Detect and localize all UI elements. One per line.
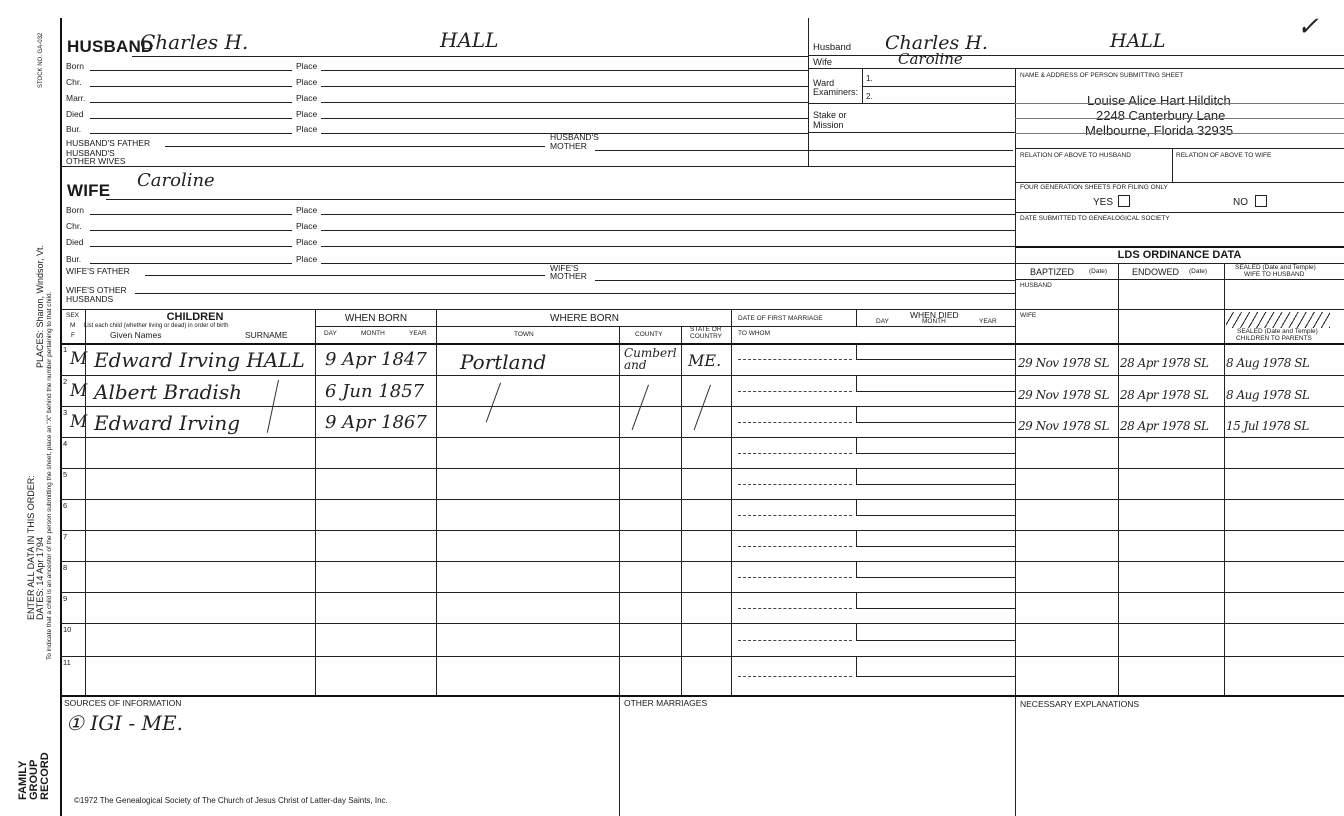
husband-place-label: Place bbox=[296, 93, 318, 103]
child-sex: M bbox=[70, 349, 88, 369]
baptized-label: BAPTIZED bbox=[1030, 267, 1075, 277]
right-wife-given: Caroline bbox=[898, 50, 963, 68]
born-year-header: YEAR bbox=[409, 330, 427, 337]
lds-husband-row: HUSBAND bbox=[1020, 282, 1052, 289]
child-number: 6 bbox=[63, 501, 68, 510]
husband-father-label: HUSBAND'S FATHER bbox=[66, 138, 151, 148]
right-husband-surname: HALL bbox=[1110, 30, 1166, 52]
county-header: COUNTY bbox=[635, 331, 663, 338]
child-number: 11 bbox=[63, 658, 71, 667]
born-day-header: DAY bbox=[324, 330, 337, 337]
sealed-wife-label-1: SEALED (Date and Temple) bbox=[1235, 264, 1316, 271]
husband-place-label: Place bbox=[296, 109, 318, 119]
child-birth-date: 9 Apr 1847 bbox=[325, 349, 427, 370]
child-baptized: 29 Nov 1978 SL bbox=[1018, 356, 1109, 370]
submitter-heading: NAME & ADDRESS OF PERSON SUBMITTING SHEET bbox=[1020, 72, 1184, 79]
child-sealed: 15 Jul 1978 SL bbox=[1226, 419, 1309, 433]
town-header: TOWN bbox=[514, 331, 534, 338]
sealed-children-label-2: CHILDREN TO PARENTS bbox=[1236, 335, 1312, 342]
form-title-3: RECORD bbox=[39, 752, 51, 800]
child-name: Edward Irving HALL bbox=[94, 348, 305, 372]
husband-place-label: Place bbox=[296, 61, 318, 71]
sealed-hatch bbox=[1226, 312, 1330, 328]
wife-row-label: Died bbox=[66, 237, 84, 247]
endowed-label: ENDOWED bbox=[1132, 267, 1179, 277]
baptized-note: (Date) bbox=[1089, 268, 1108, 275]
ditto-mark bbox=[694, 385, 712, 431]
wife-row-label: Chr. bbox=[66, 221, 82, 231]
born-month-header: MONTH bbox=[361, 330, 385, 337]
when-died-header: WHEN DIED bbox=[910, 310, 959, 320]
submitter-street: 2248 Canterbury Lane bbox=[1096, 108, 1226, 123]
child-endowed: 28 Apr 1978 SL bbox=[1120, 388, 1209, 402]
side-instruction-ancestor: To indicate that a child is an ancestor of the person submitting the sheet, place an "X" behind the number pertaining to that child. bbox=[46, 291, 53, 660]
child-birth-county: Cumberland bbox=[624, 346, 677, 372]
submitter-name: Louise Alice Hart Hilditch bbox=[1087, 93, 1231, 108]
child-number: 3 bbox=[63, 408, 68, 417]
child-birth-date: 6 Jun 1857 bbox=[325, 381, 425, 402]
husband-other-wives-label-1: HUSBAND'S bbox=[66, 148, 115, 158]
husband-place-label: Place bbox=[296, 77, 318, 87]
right-husband-given: Charles H. bbox=[885, 32, 988, 54]
wife-other-husbands-label-2: HUSBANDS bbox=[66, 294, 114, 304]
child-number: 4 bbox=[63, 439, 68, 448]
lds-wife-row: WIFE bbox=[1020, 312, 1037, 319]
child-endowed: 28 Apr 1978 SL bbox=[1120, 419, 1209, 433]
child-baptized: 29 Nov 1978 SL bbox=[1018, 388, 1109, 402]
wife-place-label: Place bbox=[296, 205, 318, 215]
wife-other-husbands-label-1: WIFE'S OTHER bbox=[66, 285, 127, 295]
form-title-2: GROUP bbox=[28, 759, 40, 800]
mission-label: Mission bbox=[813, 120, 844, 130]
relation-husband-label: RELATION OF ABOVE TO HUSBAND bbox=[1020, 152, 1131, 159]
explanations-label: NECESSARY EXPLANATIONS bbox=[1020, 699, 1140, 709]
when-born-header: WHEN BORN bbox=[344, 313, 408, 324]
child-number: 8 bbox=[63, 563, 68, 572]
child-name: Edward Irving bbox=[94, 411, 241, 435]
wife-mother-label-2: MOTHER bbox=[550, 271, 587, 281]
given-names-header: Given Names bbox=[110, 330, 162, 340]
wife-heading: WIFE bbox=[67, 181, 111, 200]
husband-mother-label-1: HUSBAND'S bbox=[550, 132, 599, 142]
no-checkbox[interactable] bbox=[1255, 195, 1267, 207]
wife-row-label: Born bbox=[66, 205, 84, 215]
side-instruction-order: ENTER ALL DATA IN THIS ORDER: bbox=[26, 475, 36, 620]
child-sex: M bbox=[70, 412, 88, 432]
copyright: ©1972 The Genealogical Society of The Church of Jesus Christ of Latter-day Saints, Inc. bbox=[74, 796, 388, 805]
husband-row-label: Marr. bbox=[66, 93, 86, 103]
no-label: NO bbox=[1233, 197, 1248, 208]
relation-wife-label: RELATION OF ABOVE TO WIFE bbox=[1176, 152, 1272, 159]
ward-examiner-1: 1. bbox=[866, 74, 873, 83]
child-number: 10 bbox=[63, 625, 72, 634]
died-month-header: MONTH bbox=[922, 318, 946, 325]
husband-surname: HALL bbox=[440, 28, 499, 52]
surname-header: SURNAME bbox=[245, 330, 288, 340]
where-born-header: WHERE BORN bbox=[550, 313, 619, 324]
sex-f-label: F bbox=[71, 332, 75, 339]
check-mark: ✓ bbox=[1297, 12, 1319, 42]
sex-label: SEX bbox=[66, 312, 80, 319]
died-day-header: DAY bbox=[876, 318, 889, 325]
ward-label: Ward bbox=[813, 78, 835, 88]
child-birth-date: 9 Apr 1867 bbox=[325, 412, 427, 433]
wife-place-label: Place bbox=[296, 254, 318, 264]
husband-heading: HUSBAND bbox=[67, 37, 154, 56]
child-birth-state: ME. bbox=[688, 351, 722, 370]
right-wife-label: Wife bbox=[813, 57, 832, 68]
yes-label: YES bbox=[1093, 197, 1114, 208]
yes-checkbox[interactable] bbox=[1118, 195, 1130, 207]
sealed-wife-label-2: WIFE TO HUSBAND bbox=[1244, 271, 1305, 278]
husband-given-name: Charles H. bbox=[140, 30, 249, 54]
lds-heading: LDS ORDINANCE DATA bbox=[1117, 249, 1242, 261]
stake-label: Stake or bbox=[813, 110, 847, 120]
husband-row-label: Born bbox=[66, 61, 84, 71]
divider-header bbox=[808, 18, 809, 166]
four-gen-label: FOUR GENERATION SHEETS FOR FILING ONLY bbox=[1020, 184, 1168, 191]
husband-mother-label-2: MOTHER bbox=[550, 141, 587, 151]
wife-mother-label-1: WIFE'S bbox=[550, 263, 579, 273]
wife-given-name: Caroline bbox=[137, 170, 215, 191]
child-endowed: 28 Apr 1978 SL bbox=[1120, 356, 1209, 370]
submitter-city: Melbourne, Florida 32935 bbox=[1085, 123, 1234, 138]
sources-label: SOURCES OF INFORMATION bbox=[64, 698, 182, 708]
right-husband-label: Husband bbox=[813, 42, 852, 53]
child-number: 2 bbox=[63, 377, 68, 386]
child-number: 9 bbox=[63, 594, 68, 603]
ward-examiner-2: 2. bbox=[866, 92, 873, 101]
ditto-mark bbox=[632, 385, 650, 431]
child-number: 5 bbox=[63, 470, 68, 479]
husband-other-wives-label-2: OTHER WIVES bbox=[66, 156, 126, 166]
to-whom-header: TO WHOM bbox=[738, 330, 771, 337]
husband-row-label: Chr. bbox=[66, 77, 82, 87]
sealed-children-label-1: SEALED (Date and Temple) bbox=[1237, 328, 1318, 335]
child-birth-town: Portland bbox=[460, 350, 547, 374]
husband-row-label: Died bbox=[66, 109, 84, 119]
side-instruction-places: PLACES: Sharon, Windsor, Vt. bbox=[35, 244, 45, 368]
wife-place-label: Place bbox=[296, 237, 318, 247]
husband-place-label: Place bbox=[296, 124, 318, 134]
sources-value: ① IGI - ME. bbox=[66, 711, 183, 735]
side-instruction-dates: DATES: 14 Apr 1794 bbox=[35, 537, 45, 620]
child-number: 1 bbox=[63, 345, 68, 354]
endowed-note: (Date) bbox=[1189, 268, 1208, 275]
died-year-header: YEAR bbox=[979, 318, 997, 325]
form-title: FAMILY bbox=[17, 760, 29, 800]
stock-number: STOCK NO. GA-032 bbox=[38, 32, 44, 88]
ditto-mark bbox=[486, 383, 502, 423]
sex-m-label: M bbox=[70, 322, 76, 329]
child-sex: M bbox=[70, 381, 88, 401]
child-sealed: 8 Aug 1978 SL bbox=[1226, 388, 1310, 402]
child-baptized: 29 Nov 1978 SL bbox=[1018, 419, 1109, 433]
wife-father-label: WIFE'S FATHER bbox=[66, 266, 130, 276]
examiners-label: Examiners: bbox=[813, 87, 859, 97]
child-number: 7 bbox=[63, 532, 68, 541]
children-heading: CHILDREN bbox=[166, 311, 224, 323]
children-note: List each child (whether living or dead) in order of birth bbox=[84, 323, 229, 329]
wife-row-label: Bur. bbox=[66, 254, 82, 264]
child-sealed: 8 Aug 1978 SL bbox=[1226, 356, 1310, 370]
first-marriage-header: DATE OF FIRST MARRIAGE bbox=[738, 315, 823, 322]
divider-right-panel bbox=[1015, 68, 1016, 816]
state-header-1: STATE OR bbox=[690, 326, 722, 333]
husband-row-label: Bur. bbox=[66, 124, 82, 134]
other-marriages-label: OTHER MARRIAGES bbox=[624, 698, 708, 708]
date-submitted-label: DATE SUBMITTED TO GENEALOGICAL SOCIETY bbox=[1020, 215, 1170, 222]
state-header-2: COUNTRY bbox=[690, 333, 723, 340]
child-name: Albert Bradish bbox=[94, 380, 242, 404]
wife-place-label: Place bbox=[296, 221, 318, 231]
